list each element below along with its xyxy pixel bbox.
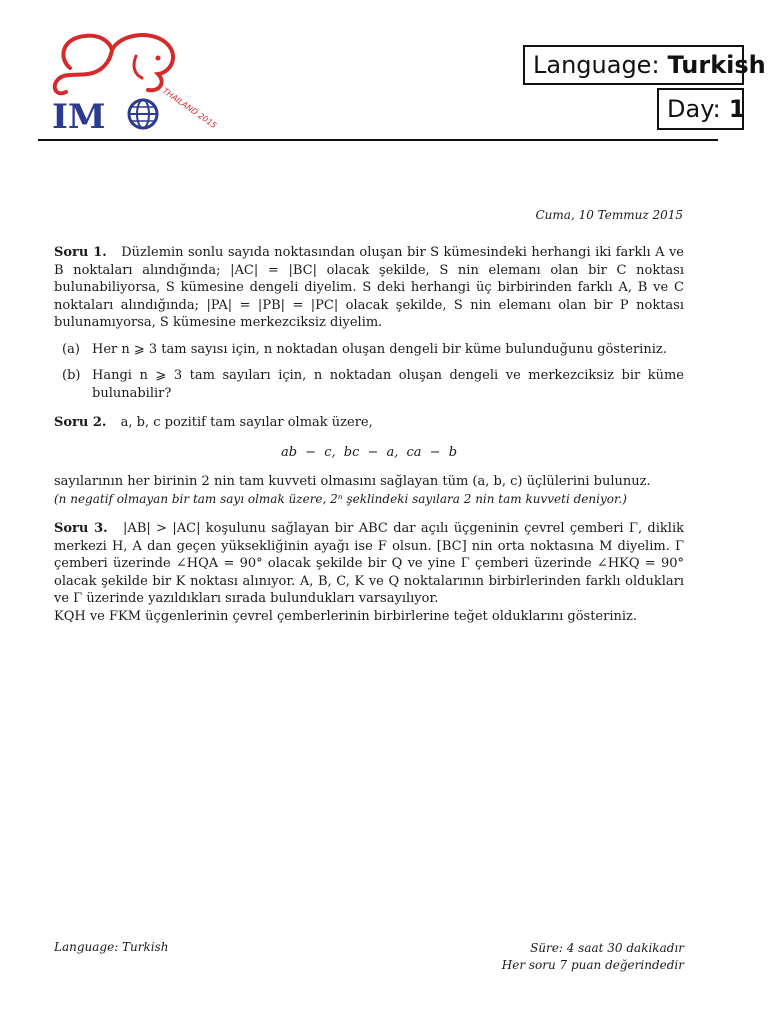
elephant-logo-graphic <box>40 28 219 140</box>
problem-2-expressions: ab − c, bc − a, ca − b <box>280 444 458 460</box>
svg-text:IM: IM <box>52 97 106 137</box>
part-a-text: Her n ⩾ 3 tam sayısı için, n noktadan oluşan dengeli bir küme bulunduğunu gösteriniz. <box>92 341 667 357</box>
footer-duration: Süre: 4 saat 30 dakikadır <box>530 941 684 955</box>
footer-language: Language: Turkish <box>54 940 169 954</box>
part-a-label: (a) <box>62 341 80 357</box>
language-value: Turkish <box>667 51 766 79</box>
problem-1-title: Soru 1. <box>54 245 107 260</box>
exam-date: Cuma, 10 Temmuz 2015 <box>535 208 683 222</box>
problem-2-body: sayılarının her birinin 2 nin tam kuvveti olmasını sağlayan tüm (a, b, c) üçlülerini bulunuz. <box>54 474 651 489</box>
problem-2-intro: a, b, c pozitif tam sayılar olmak üzere, <box>120 415 373 430</box>
part-b-text: Hangi n ⩾ 3 tam sayıları için, n noktadan oluşan dengeli ve merkezciksiz bir küme bulunabilir? <box>92 368 684 401</box>
problem-2-title: Soru 2. <box>54 415 107 430</box>
language-box <box>523 45 766 85</box>
imo-logo <box>40 28 219 140</box>
problem-1-part-a <box>54 341 684 359</box>
footer-info <box>502 940 684 974</box>
problem-3-title: Soru 3. <box>54 521 108 536</box>
problem-2-note: (n negatif olmayan bir tam sayı olmak üzere, 2ⁿ şeklindeki sayılara 2 nin tam kuvveti deniyor.) <box>54 491 627 506</box>
part-b-label: (b) <box>62 368 81 383</box>
day-value: 1 <box>728 95 746 123</box>
problem-3-final: KQH ve FKM üçgenlerinin çevrel çemberlerinin birbirlerine teğet olduklarını gösteriniz. <box>54 608 638 624</box>
header-divider <box>38 139 718 141</box>
day-box <box>657 88 744 130</box>
problem-3-body: |AB| > |AC| koşulunu sağlayan bir ABC dar açılı üçgeninin çevrel çemberi Γ, diklik merkezi H, A dan geçen yüksekliğinin ayağı ise F olsun. [BC] nin orta noktasına M diyelim. Γ çemberi üzerinde ∠HQA = 90° olacak şekilde bir Q ve yine Γ çemberi üzerinde ∠HKQ = 90° olacak şekilde bir K noktası alınıyor. A, B, C, K ve Q noktalarının birbirlerinden farklı oldukları ve Γ üzerinde yazıldıkları sırada bulundukları varsayılıyor. <box>54 521 684 606</box>
footer-points: Her soru 7 puan değerindedir <box>501 958 684 972</box>
svg-text:THAILAND 2015: THAILAND 2015 <box>160 86 219 131</box>
problem-3 <box>54 520 684 608</box>
problem-1 <box>54 244 684 332</box>
problem-2 <box>54 414 684 432</box>
problems-section <box>54 244 684 625</box>
day-label: Day: <box>667 95 721 123</box>
problem-1-body: Düzlemin sonlu sayıda noktasından oluşan bir S kümesindeki herhangi iki farklı A ve B noktaları alındığında; |AC| = |BC| olacak şekilde, S nin elemanı olan bir C noktası bulunabiliyorsa, S kümesine dengeli diyelim. S deki herhangi üç birbirinden farklı A, B ve C noktaları alındığında; |PA| = |PB| = |PC| olacak şekilde, S nin elemanı olan bir P noktası bulunamıyorsa, S kümesine merkezciksiz diyelim. <box>54 245 684 330</box>
language-label: Language: <box>533 51 660 79</box>
problem-1-part-b <box>54 367 684 402</box>
